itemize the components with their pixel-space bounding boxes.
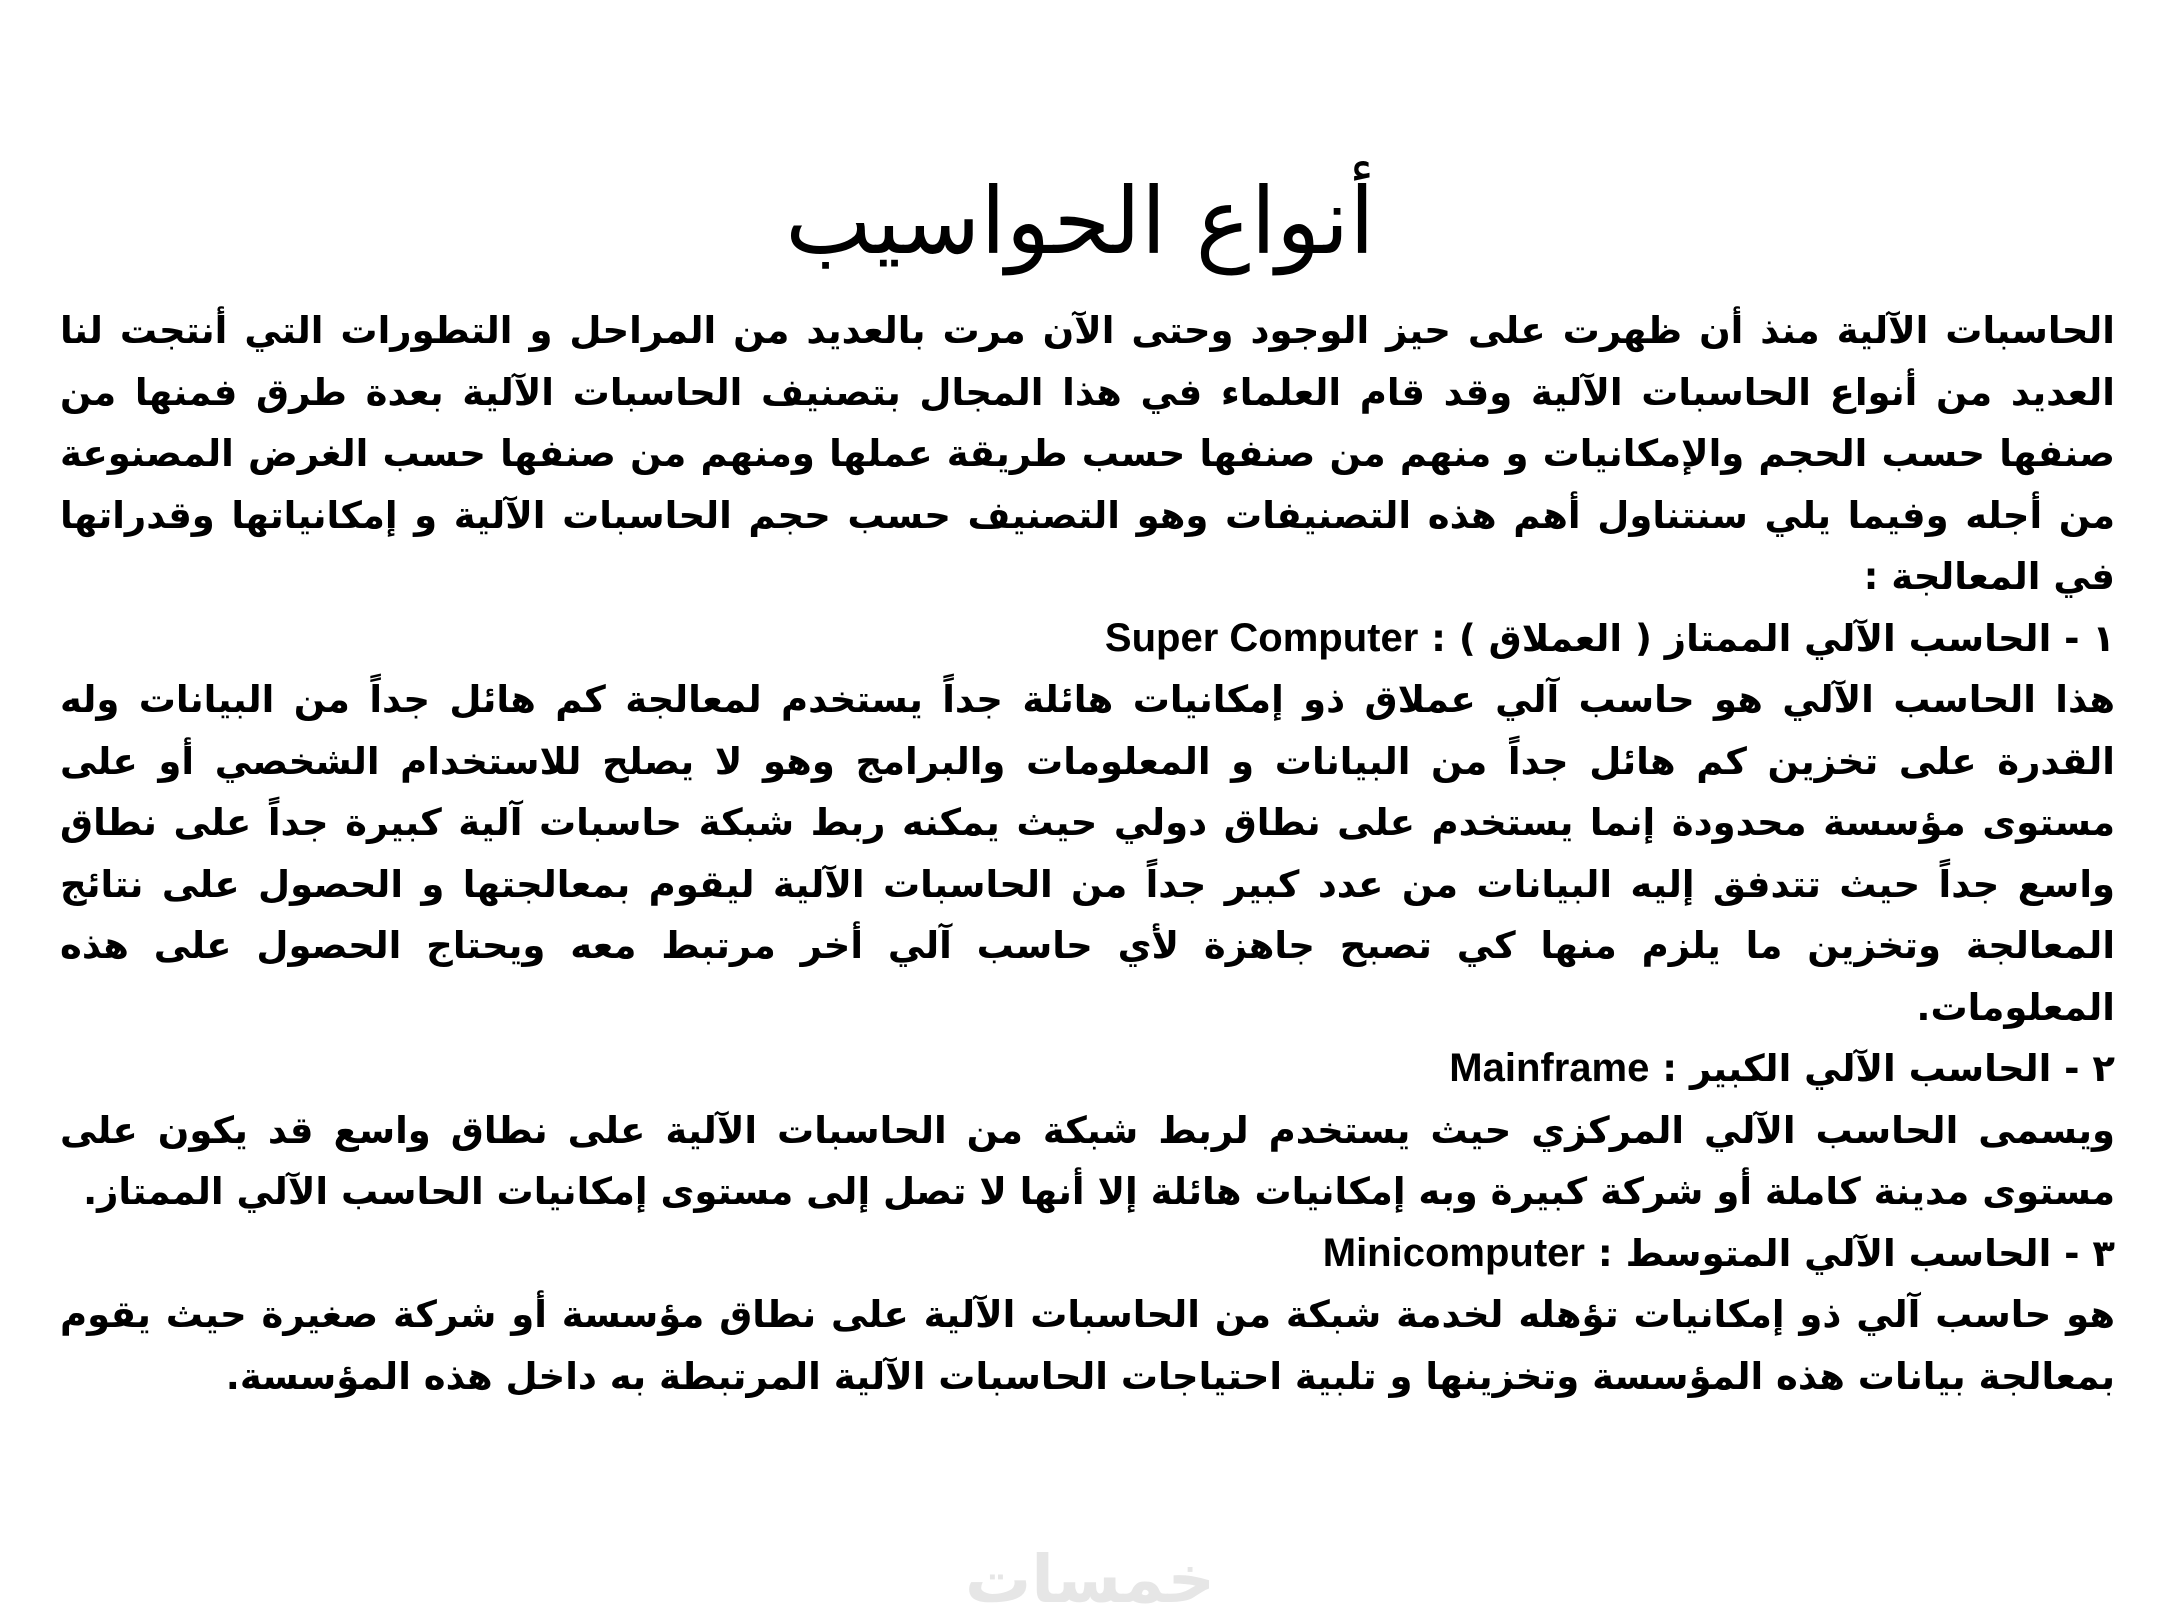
section-number: ١ — [2092, 616, 2115, 660]
slide-title: أنواع الحواسيب — [785, 167, 1375, 275]
watermark-logo: خمسات — [964, 1541, 1216, 1618]
section-heading-arabic: الحاسب الآلي الكبير — [1689, 1047, 2052, 1090]
section-text-super-computer: هذا الحاسب الآلي هو حاسب آلي عملاق ذو إمكانيات هائلة جداً يستخدم لمعالجة كم هائل جداً من البيانات وله القدرة على تخزين كم هائل جداً من البيانات و المعلومات والبرامج وهو لا يصلح للاستخدام الشخصي أو على مستوى مؤسسة محدودة إنما يستخدم على نطاق دولي حيث يمكنه ربط شبكة حاسبات آلية كبيرة جداً على نطاق واسع جداً حيث تتدفق إليه البيانات من عدد كبير جداً من الحاسبات الآلية ليقوم بمعالجتها و الحصول على نتائج المعالجة وتخزين ما يلزم منها كي تصبح جاهزة لأي حاسب آلي أخر مرتبط معه ويحتاج الحصول على هذه المعلومات. — [60, 678, 2115, 1029]
section-separator: - — [2064, 616, 2080, 660]
section-heading-super-computer — [60, 608, 2115, 670]
section-colon: : — [1431, 616, 1446, 660]
intro-paragraph: الحاسبات الآلية منذ أن ظهرت على حيز الوجود وحتى الآن مرت بالعديد من المراحل و التطورات التي أنتجت لنا العديد من أنواع الحاسبات الآلية وقد قام العلماء في هذا المجال بتصنيف الحاسبات الآلية بعدة طرق فمنها من صنفها حسب الحجم والإمكانيات و منهم من صنفها حسب طريقة عملها ومنهم من صنفها حسب الغرض المصنوعة من أجله وفيما يلي سنتناول أهم هذه التصنيفات وهو التصنيف حسب حجم الحاسبات الآلية و إمكانياتها وقدراتها في المعالجة : — [60, 309, 2115, 598]
section-colon: : — [1662, 1047, 1678, 1090]
section-text-minicomputer: هو حاسب آلي ذو إمكانيات تؤهله لخدمة شبكة من الحاسبات الآلية على نطاق مؤسسة أو شركة صغيرة حيث يقوم بمعالجة بيانات هذه المؤسسة وتخزينها و تلبية احتياجات الحاسبات الآلية المرتبطة به داخل هذه المؤسسة. — [60, 1293, 2115, 1398]
section-separator: - — [2064, 1231, 2080, 1275]
section-heading-english: Minicomputer — [1322, 1230, 1585, 1275]
section-separator: - — [2064, 1047, 2080, 1090]
section-heading-mainframe — [60, 1038, 2115, 1100]
section-number: ٣ — [2092, 1231, 2115, 1275]
slide-body — [60, 300, 2115, 1407]
section-heading-english: Mainframe — [1449, 1046, 1650, 1090]
section-heading-minicomputer — [60, 1223, 2115, 1285]
section-colon: : — [1597, 1231, 1613, 1275]
section-number: ٢ — [2092, 1047, 2115, 1090]
section-text-mainframe: ويسمى الحاسب الآلي المركزي حيث يستخدم لربط شبكة من الحاسبات الآلية على نطاق واسع قد يكون على مستوى مدينة كاملة أو شركة كبيرة وبه إمكانيات هائلة إلا أنها لا تصل إلى مستوى إمكانيات الحاسب الآلي الممتاز. — [60, 1108, 2115, 1213]
section-heading-arabic: الحاسب الآلي الممتاز ( العملاق ) — [1458, 616, 2052, 660]
section-heading-english: Super Computer — [1104, 615, 1419, 660]
section-heading-arabic: الحاسب الآلي المتوسط — [1625, 1231, 2052, 1275]
